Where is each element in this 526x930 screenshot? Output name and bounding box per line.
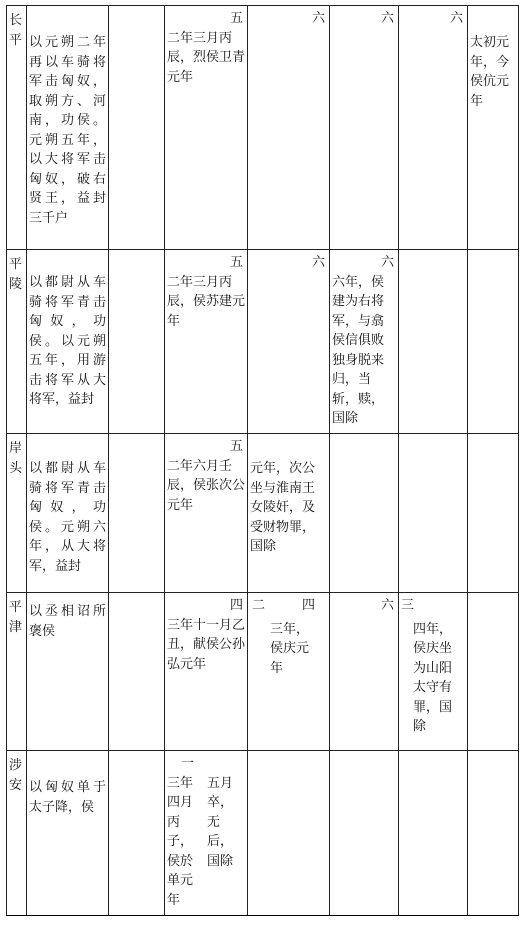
empty-cell <box>109 250 165 434</box>
year-count-cell: 五 二年六月壬辰，侯张次公元年 <box>165 434 248 593</box>
table-row <box>7 593 519 751</box>
table-row <box>7 250 519 434</box>
successor-note-cell: 太初元年，今侯伉元年 <box>468 6 519 250</box>
year-count-cell: 六 <box>399 6 468 250</box>
empty-cell <box>109 6 165 250</box>
marquisate-name-cell: 平陵 <box>7 250 27 434</box>
year-count-cell: 一 三年四月丙子，侯於单元年 五月卒，无后，国除 <box>165 751 248 916</box>
empty-cell <box>330 434 399 593</box>
merit-description-cell: 以丞相诏所褒侯 <box>27 593 109 751</box>
year-count-cell: 六 <box>248 6 330 250</box>
merit-description-cell: 以都尉从车骑将军青击匈奴，功侯。元朔六年，从大将军，益封 <box>27 434 109 593</box>
year-count-cell: 六 <box>330 593 399 751</box>
merit-description-cell: 以元朔二年再以车骑将军击匈奴，取朔方、河南，功侯。元朔五年，以大将军击匈奴，破右贤王，益封三千户 <box>27 6 109 250</box>
empty-cell <box>468 250 519 434</box>
merit-description-cell: 以都尉从车骑将军青击匈奴，功侯。以元朔五年，用游击将军从大将军，益封 <box>27 250 109 434</box>
year-count-cell: 五 二年三月丙辰，侯苏建元年 <box>165 250 248 434</box>
empty-cell <box>248 751 330 916</box>
empty-cell <box>468 593 519 751</box>
event-note-cell: 六 六年，侯建为右将军，与翕侯信俱败独身脱来归，当斩，赎，国除 <box>330 250 399 434</box>
event-note-cell: 三 四年，侯庆坐为山阳太守有罪，国除 <box>399 593 468 751</box>
year-count-cell: 五 二年三月丙辰，烈侯卫青元年 <box>165 6 248 250</box>
empty-cell <box>109 434 165 593</box>
year-count-cell: 六 <box>330 6 399 250</box>
year-count-cell: 六 <box>248 250 330 434</box>
table-row <box>7 751 519 916</box>
empty-cell <box>109 593 165 751</box>
marquis-table <box>6 5 519 916</box>
empty-cell <box>330 751 399 916</box>
empty-cell <box>399 751 468 916</box>
event-note-cell: 元年，次公坐与淮南王女陵奸，及受财物罪，国除 <box>248 434 330 593</box>
marquisate-name-cell: 涉安 <box>7 751 27 916</box>
empty-cell <box>109 751 165 916</box>
marquisate-name-cell: 长平 <box>7 6 27 250</box>
table-row <box>7 6 519 250</box>
table-row <box>7 434 519 593</box>
marquisate-name-cell: 岸头 <box>7 434 27 593</box>
empty-cell <box>399 434 468 593</box>
merit-description-cell: 以匈奴单于太子降，侯 <box>27 751 109 916</box>
year-count-cell: 二 四 三年，侯庆元年 <box>248 593 330 751</box>
empty-cell <box>399 250 468 434</box>
empty-cell <box>468 434 519 593</box>
marquisate-name-cell: 平津 <box>7 593 27 751</box>
year-count-cell: 四 三年十一月乙丑，献侯公孙弘元年 <box>165 593 248 751</box>
empty-cell <box>468 751 519 916</box>
